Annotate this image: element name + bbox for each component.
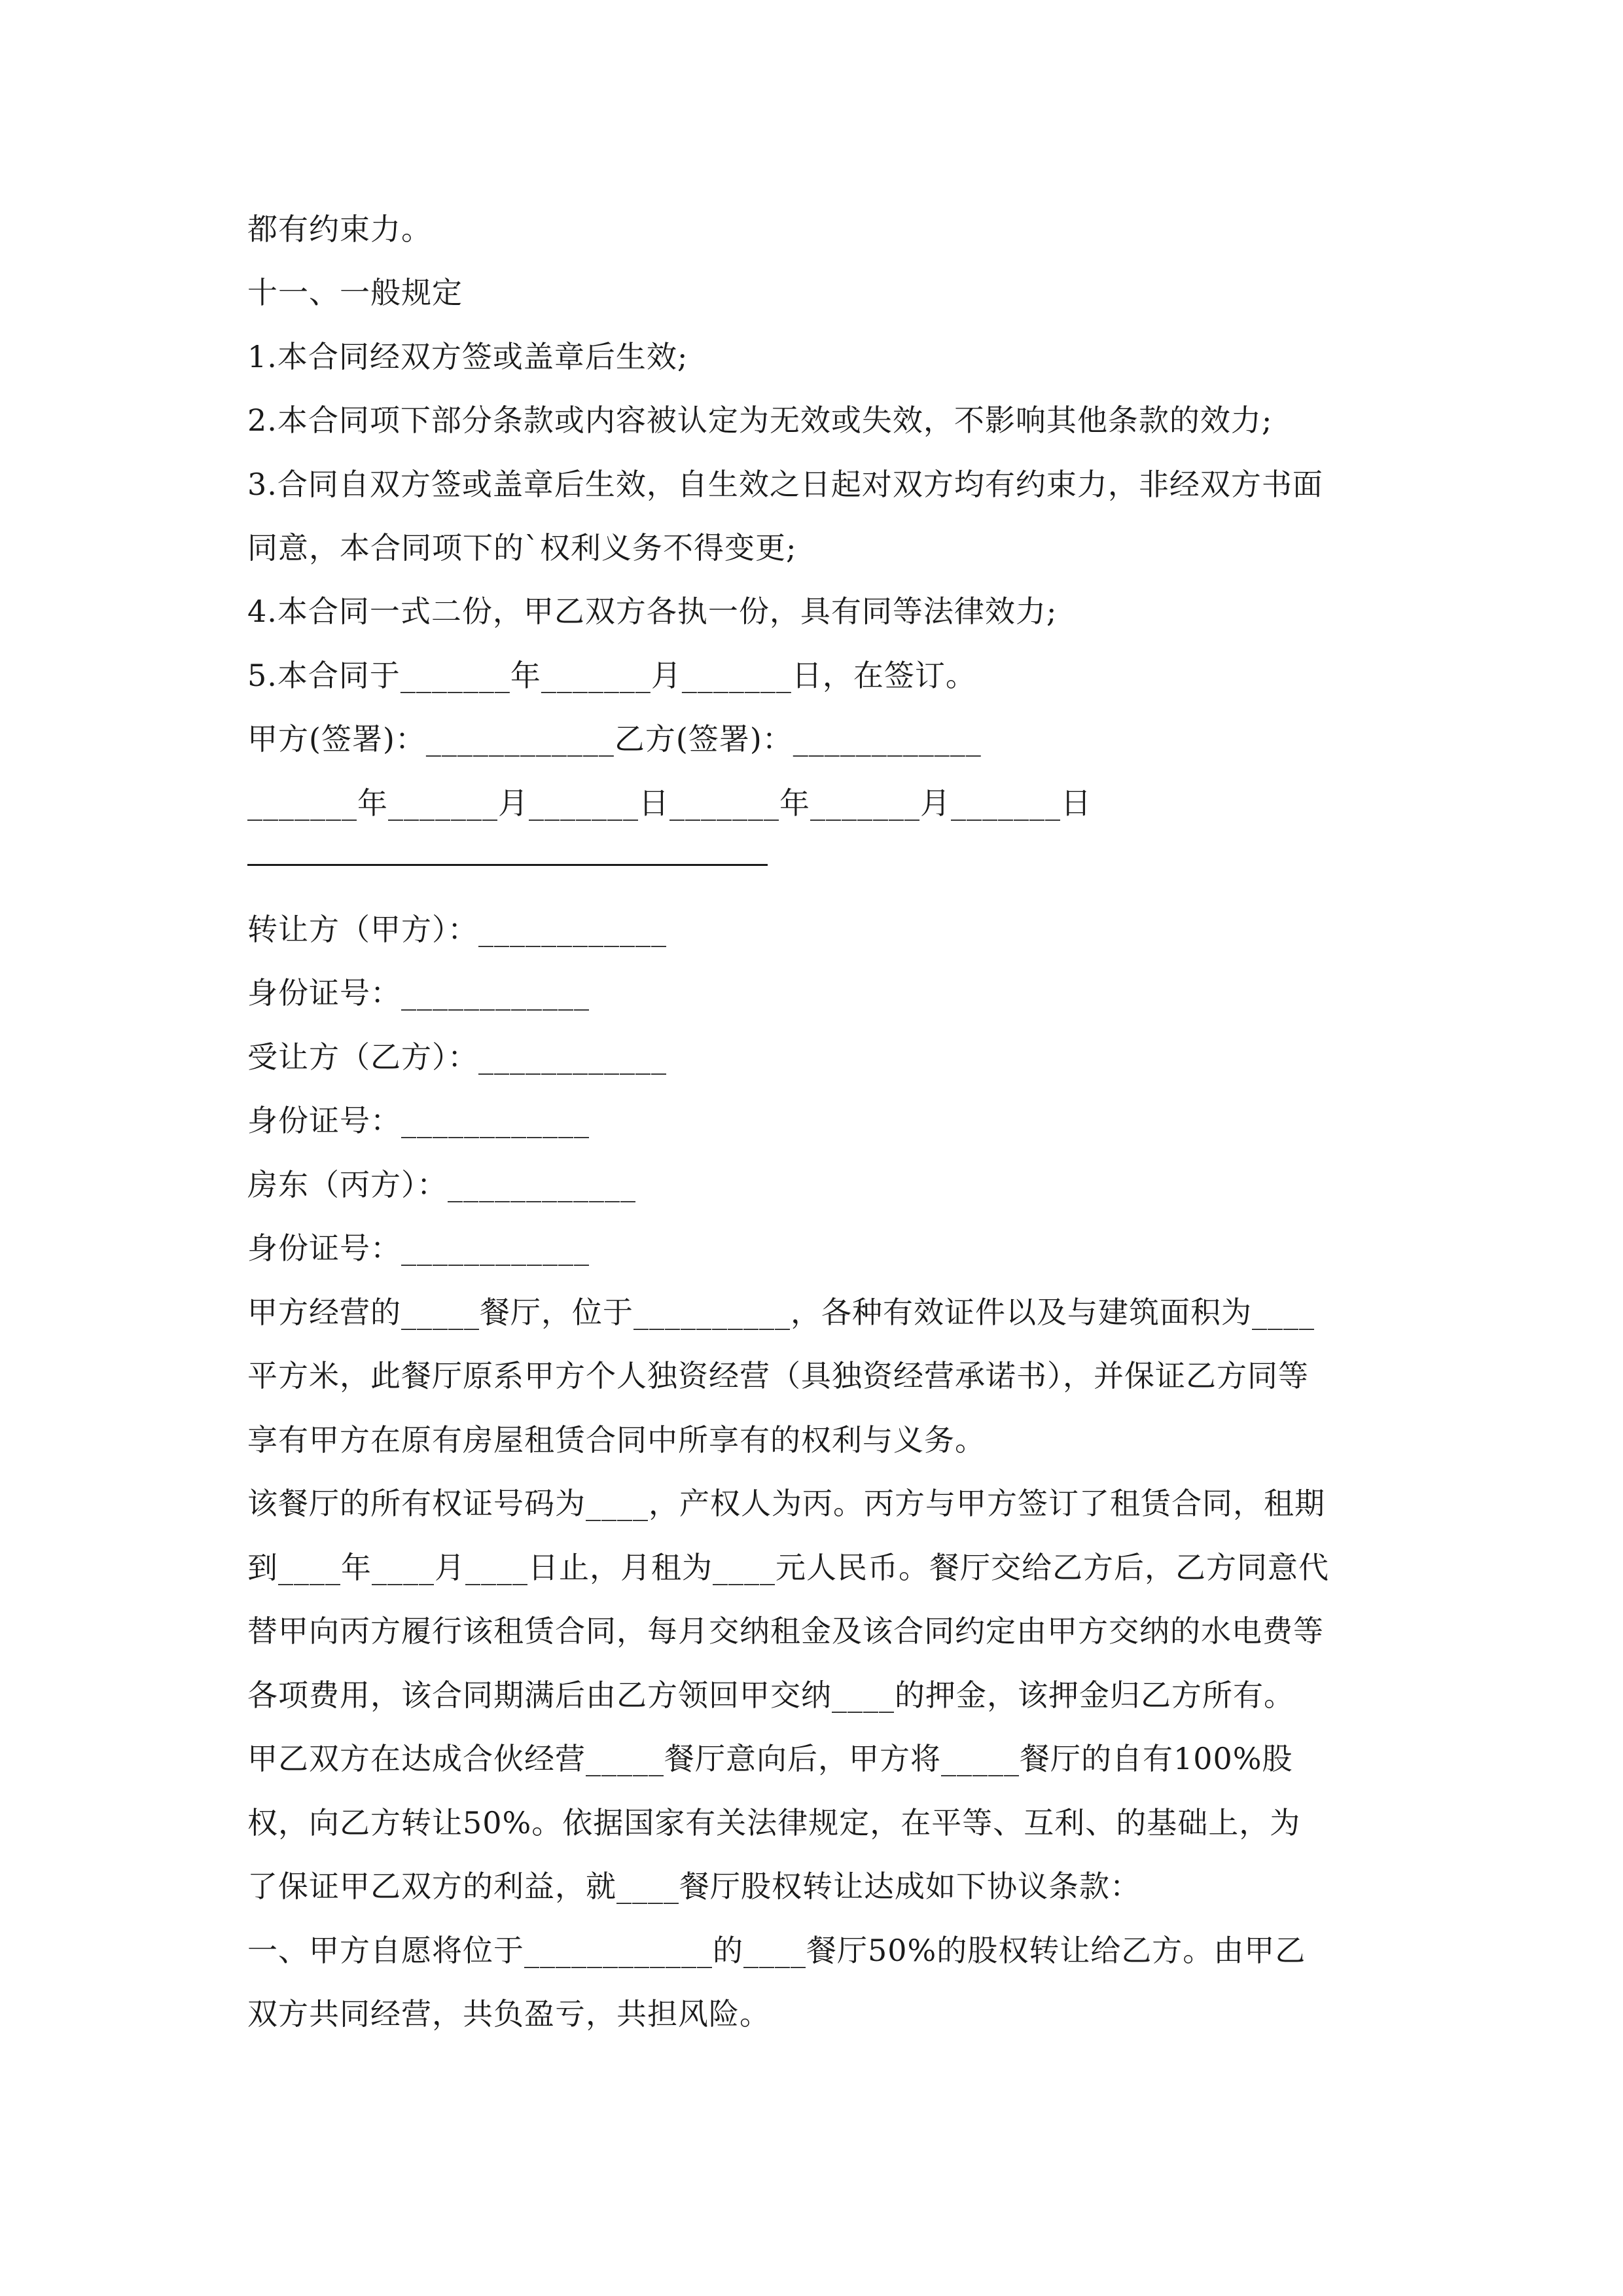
text-line: 都有约束力。 xyxy=(247,211,432,247)
text-line: 到____年____月____日止，月租为____元人民币。餐厅交给乙方后，乙方同意代 xyxy=(247,1550,1329,1585)
text-line: 1.本合同经双方签或盖章后生效; xyxy=(247,339,688,374)
text-line: 享有甲方在原有房屋租赁合同中所享有的权利与义务。 xyxy=(247,1422,986,1458)
text-line: 该餐厅的所有权证号码为____，产权人为丙。丙方与甲方签订了租赁合同，租期 xyxy=(247,1486,1325,1521)
text-line: 甲乙双方在达成合伙经营_____餐厅意向后，甲方将_____餐厅的自有100%股 xyxy=(247,1741,1293,1776)
text-line: 了保证甲乙双方的利益，就____餐厅股权转让达成如下协议条款： xyxy=(247,1869,1141,1904)
text-line: 各项费用，该合同期满后由乙方领回甲交纳____的押金，该押金归乙方所有。 xyxy=(247,1677,1294,1713)
text-line: 4.本合同一式二份，甲乙双方各执一份，具有同等法律效力; xyxy=(247,594,1058,629)
party-field: 转让方（甲方）：____________ xyxy=(247,912,667,947)
section-divider xyxy=(247,864,768,866)
text-line: 替甲向丙方履行该租赁合同，每月交纳租金及该合同约定由甲方交纳的水电费等 xyxy=(247,1613,1324,1649)
section-heading: 十一、一般规定 xyxy=(247,275,463,310)
text-line: 平方米，此餐厅原系甲方个人独资经营（具独资经营承诺书），并保证乙方同等 xyxy=(247,1358,1309,1393)
party-field: 受让方（乙方）：____________ xyxy=(247,1039,667,1075)
id-field: 身份证号：____________ xyxy=(247,975,590,1011)
text-line: 权，向乙方转让50%。依据国家有关法律规定，在平等、互利、的基础上，为 xyxy=(247,1805,1301,1840)
text-line: 2.本合同项下部分条款或内容被认定为无效或失效，不影响其他条款的效力; xyxy=(247,403,1273,438)
clause-line: 一、甲方自愿将位于____________的____餐厅50%的股权转让给乙方。由甲乙 xyxy=(247,1933,1306,1968)
text-line: 3.合同自双方签或盖章后生效，自生效之日起对双方均有约束力，非经双方书面 xyxy=(247,467,1323,502)
text-line: 甲方经营的_____餐厅，位于__________，各种有效证件以及与建筑面积为____ xyxy=(247,1295,1315,1330)
text-line: 双方共同经营，共负盈亏，共担风险。 xyxy=(247,1996,770,2032)
signature-line: 甲方(签署)：____________乙方(签署)：____________ xyxy=(247,721,982,757)
date-line: _______年_______月_______日_______年_______月_______日 xyxy=(247,785,1092,821)
id-field: 身份证号：____________ xyxy=(247,1103,590,1138)
party-field: 房东（丙方）：____________ xyxy=(247,1167,636,1202)
id-field: 身份证号：____________ xyxy=(247,1230,590,1266)
text-line: 同意，本合同项下的`权利义务不得变更; xyxy=(247,530,797,565)
text-line: 5.本合同于_______年_______月_______日，在签订。 xyxy=(247,658,976,693)
